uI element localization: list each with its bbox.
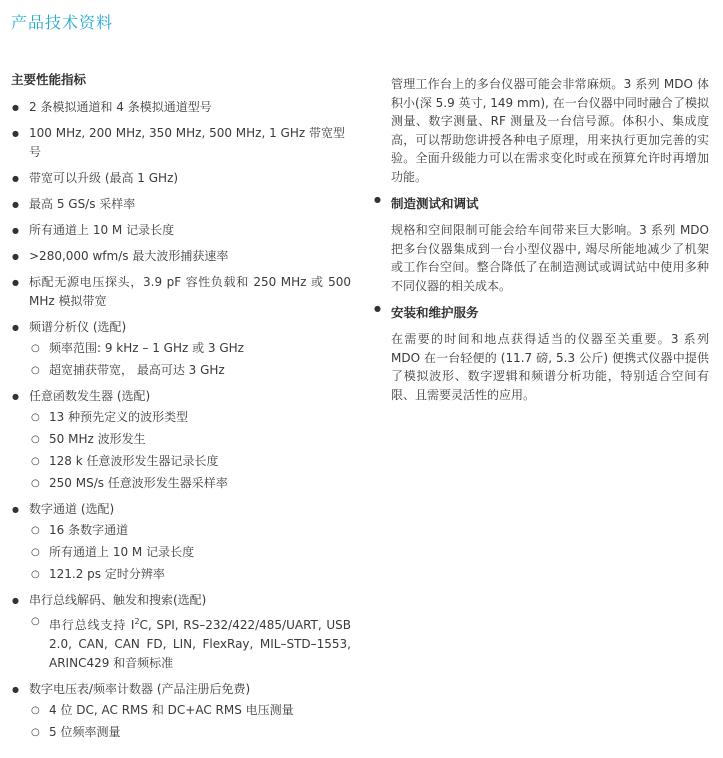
spec-item-digital: ● 数字通道 (选配) ○ 16 条数字通道 ○ 所有通道上 10 M 记录长度 ○ 121.2 ps 定时分辨率 — [11, 500, 351, 584]
spec-subitem: ○ 4 位 DC, AC RMS 和 DC+AC RMS 电压测量 — [29, 701, 351, 720]
spec-subitem: ○ 50 MHz 波形发生 — [29, 430, 351, 449]
spec-subitem: ○ 128 k 任意波形发生器记录长度 — [29, 452, 351, 471]
spec-item: ● >280,000 wfm/s 最大波形捕获速率 — [11, 247, 351, 266]
spec-item-dvm: ● 数字电压表/频率计数器 (产品注册后免费) ○ 4 位 DC, AC RMS 和 DC+AC RMS 电压测量 ○ 5 位频率测量 — [11, 680, 351, 742]
section-title-manufacturing: ● 制造测试和调试 — [374, 194, 709, 212]
key-specs-column — [11, 70, 351, 749]
spec-item: ● 100 MHz, 200 MHz, 350 MHz, 500 MHz, 1 GHz 带宽型号 — [11, 124, 351, 162]
spec-item: ● 标配无源电压探头，3.9 pF 容性负载和 250 MHz 或 500 MHz 模拟带宽 — [11, 273, 351, 311]
spec-item: ● 带宽可以升级 (最高 1 GHz) — [11, 169, 351, 188]
spec-item: ● 所有通道上 10 M 记录长度 — [11, 221, 351, 240]
page-header-title: 产品技术资料 — [11, 13, 114, 32]
spec-subitem: ○ 超宽捕获带宽， 最高可达 3 GHz — [29, 361, 351, 380]
spec-subitem-serial-standards: ○ 串行总线支持 $I^2C$, SPI, RS–232/422/485/UART, USB 2.0, CAN, CAN FD, LIN, FlexRay, MIL–STD–1553, ARINC429 和音频标准 — [29, 612, 351, 673]
spec-subitem: ○ 121.2 ps 定时分辨率 — [29, 565, 351, 584]
section-title-service: ● 安装和维护服务 — [374, 303, 709, 321]
spec-subitem: ○ 250 MS/s 任意波形发生器采样率 — [29, 474, 351, 493]
key-specs-title: 主要性能指标 — [11, 72, 87, 87]
spec-item: ● 最高 5 GS/s 采样率 — [11, 195, 351, 214]
section-body-manufacturing: 规格和空间限制可能会给车间带来巨大影响。3 系列 MDO 把多台仪器集成到一台小型仪器中, 竭尽所能地减少了机架或工作台空间。整合降低了在制造测试或调试站中使用多种不同仪器的相关成本。 — [391, 223, 709, 293]
key-specs-list — [11, 98, 351, 742]
spec-subitem: ○ 频率范围: 9 kHz – 1 GHz 或 3 GHz — [29, 339, 351, 358]
spec-item-afg: ● 任意函数发生器 (选配) ○ 13 种预先定义的波形类型 ○ 50 MHz 波形发生 ○ 128 k 任意波形发生器记录长度 ○ 250 MS/s 任意波形发生器采样率 — [11, 387, 351, 493]
spec-subitem: ○ 16 条数字通道 — [29, 521, 351, 540]
intro-paragraph: 管理工作台上的多台仪器可能会非常麻烦。3 系列 MDO 体积小(深 5.9 英寸, 149 mm), 在一台仪器中同时融合了模拟测量、数字测量、RF 测量及一台信号源。体积小、集成度高，可以帮助您讲授各种电子原理，用来执行更加完善的实验。全面升级能力可以在需求变化时或在预算允许时再增加功能。 — [391, 77, 709, 184]
spec-subitem: ○ 13 种预先定义的波形类型 — [29, 408, 351, 427]
spec-subitem: ○ 5 位频率测量 — [29, 723, 351, 742]
spec-item-spectrum: ● 频谱分析仪 (选配) ○ 频率范围: 9 kHz – 1 GHz 或 3 GHz ○ 超宽捕获带宽， 最高可达 3 GHz — [11, 318, 351, 380]
spec-item: ● 2 条模拟通道和 4 条模拟通道型号 — [11, 98, 351, 117]
spec-subitem: ○ 所有通道上 10 M 记录长度 — [29, 543, 351, 562]
applications-column — [391, 75, 709, 412]
spec-item-serial-bus: ● 串行总线解码、触发和搜索(选配) ○ 串行总线支持 $I^2C$, SPI, RS–232/422/485/UART, USB 2.0, CAN, CAN FD, LIN, FlexRay, MIL–STD–1553, ARINC429 和音频标准 — [11, 591, 351, 673]
section-body-service: 在需要的时间和地点获得适当的仪器至关重要。3 系列 MDO 在一台轻便的 (11.7 磅, 5.3 公斤) 便携式仪器中提供了模拟波形、数字逻辑和频谱分析功能，特别适合空间有限、且需要灵活性的应用。 — [391, 332, 709, 402]
